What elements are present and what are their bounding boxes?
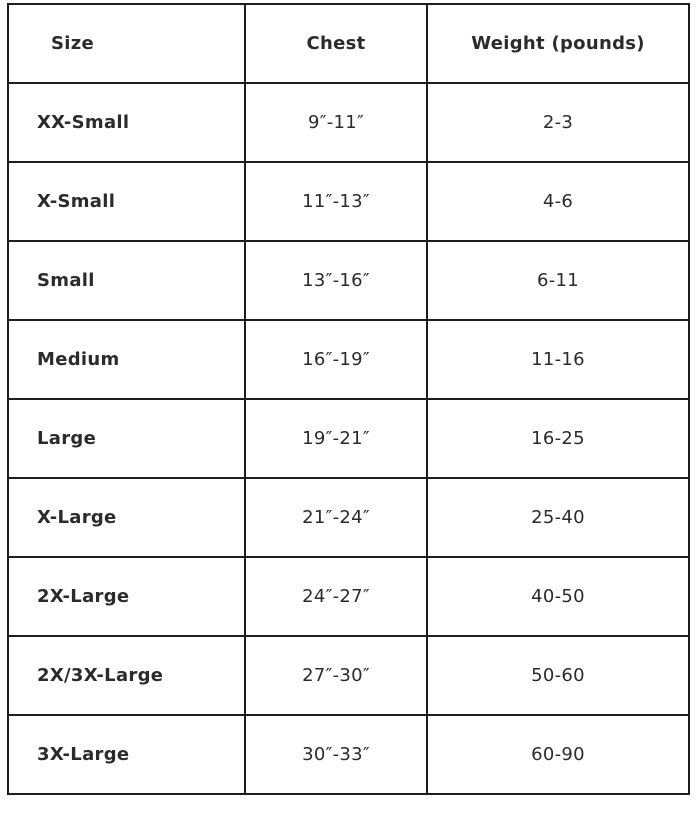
cell-chest: 13″-16″ — [245, 241, 427, 320]
cell-chest: 30″-33″ — [245, 715, 427, 794]
header-row — [8, 4, 689, 83]
table-row — [8, 636, 689, 715]
cell-weight: 11-16 — [427, 320, 689, 399]
cell-weight: 6-11 — [427, 241, 689, 320]
cell-size: Small — [8, 241, 245, 320]
table-row — [8, 162, 689, 241]
table-row — [8, 83, 689, 162]
cell-size: Large — [8, 399, 245, 478]
table-row — [8, 557, 689, 636]
table-row — [8, 478, 689, 557]
cell-size: 3X-Large — [8, 715, 245, 794]
cell-weight: 60-90 — [427, 715, 689, 794]
cell-weight: 40-50 — [427, 557, 689, 636]
header-chest: Chest — [245, 4, 427, 83]
cell-chest: 19″-21″ — [245, 399, 427, 478]
table-row — [8, 320, 689, 399]
cell-chest: 16″-19″ — [245, 320, 427, 399]
size-chart-table — [7, 3, 690, 795]
cell-size: Medium — [8, 320, 245, 399]
cell-weight: 50-60 — [427, 636, 689, 715]
header-weight: Weight (pounds) — [427, 4, 689, 83]
cell-weight: 2-3 — [427, 83, 689, 162]
cell-size: 2X/3X-Large — [8, 636, 245, 715]
table-body — [8, 83, 689, 794]
table-row — [8, 715, 689, 794]
cell-size: X-Small — [8, 162, 245, 241]
cell-size: XX-Small — [8, 83, 245, 162]
cell-chest: 11″-13″ — [245, 162, 427, 241]
cell-weight: 16-25 — [427, 399, 689, 478]
header-size: Size — [8, 4, 245, 83]
cell-chest: 21″-24″ — [245, 478, 427, 557]
cell-chest: 24″-27″ — [245, 557, 427, 636]
cell-weight: 4-6 — [427, 162, 689, 241]
cell-chest: 27″-30″ — [245, 636, 427, 715]
table-header — [8, 4, 689, 83]
cell-weight: 25-40 — [427, 478, 689, 557]
table-row — [8, 241, 689, 320]
cell-chest: 9″-11″ — [245, 83, 427, 162]
cell-size: X-Large — [8, 478, 245, 557]
table-row — [8, 399, 689, 478]
cell-size: 2X-Large — [8, 557, 245, 636]
